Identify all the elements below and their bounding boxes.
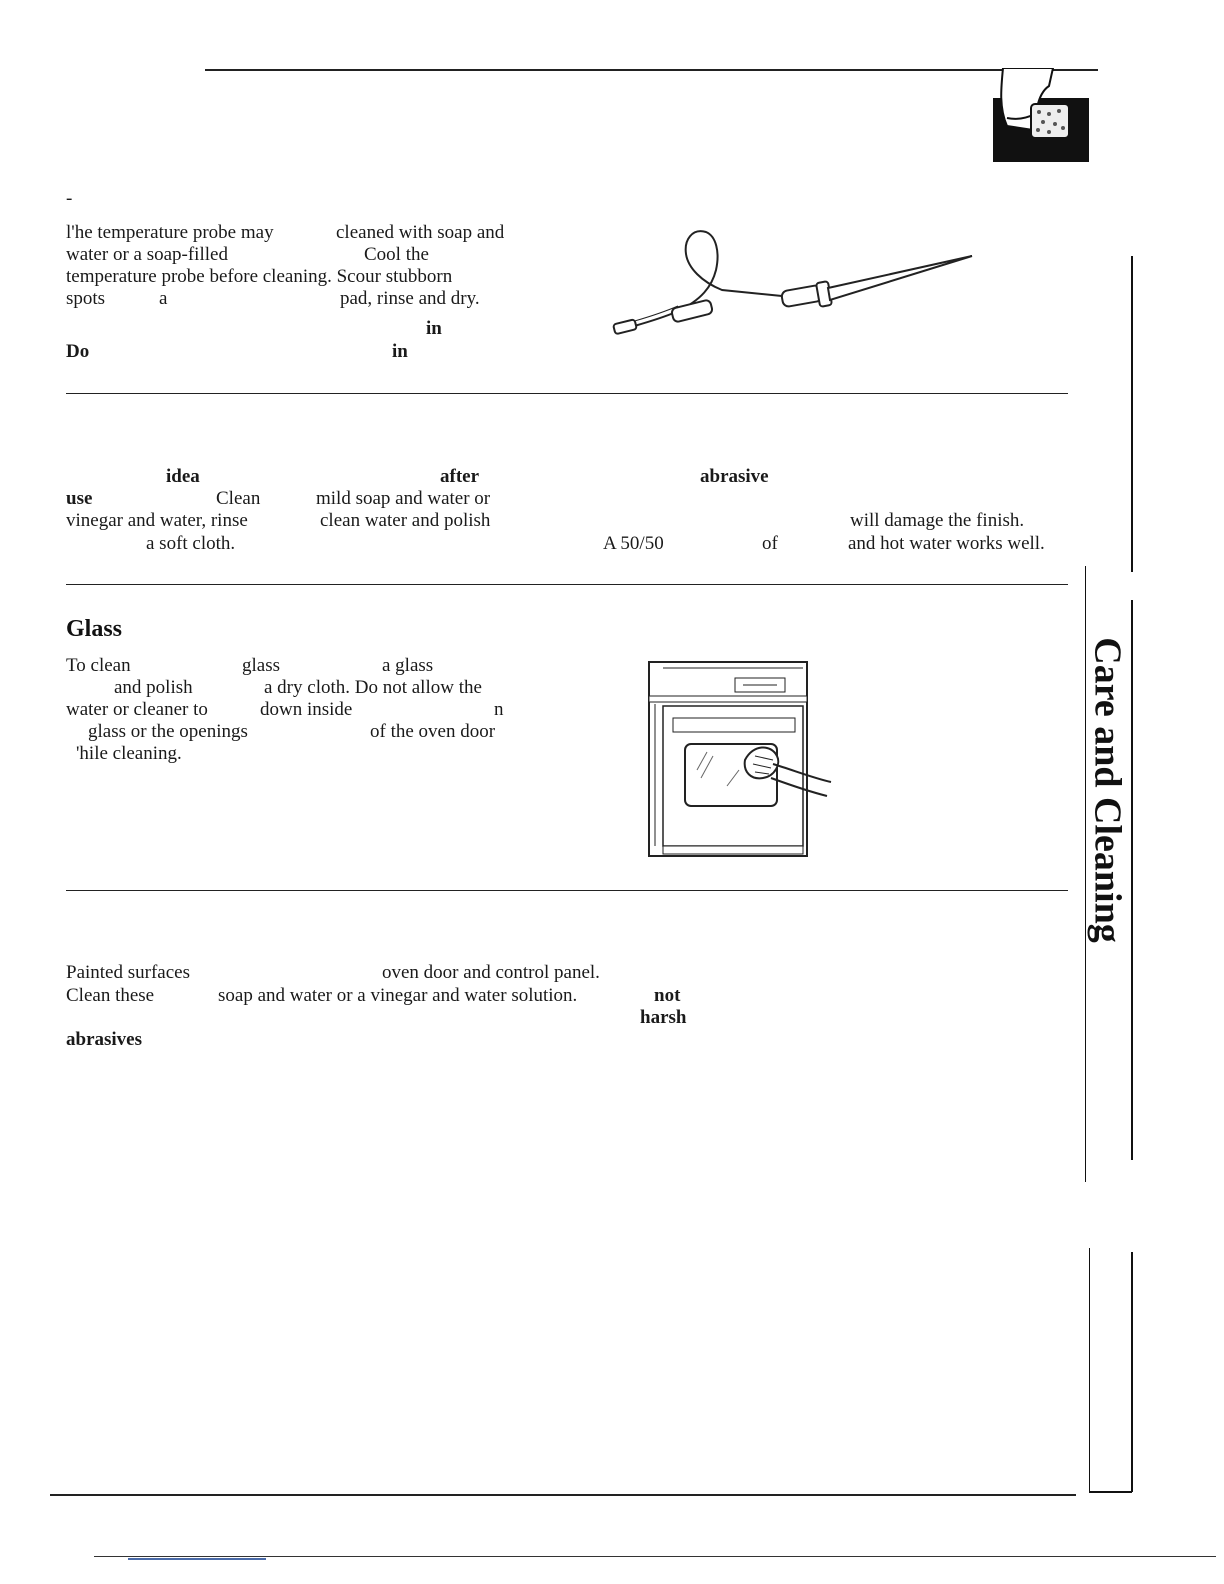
trim-text: and hot water works well.	[848, 533, 1045, 554]
painted-text: Painted surfaces	[66, 962, 190, 983]
section-divider	[66, 584, 1068, 585]
painted-text-bold: harsh	[640, 1007, 687, 1028]
trim-text: clean water and polish	[320, 510, 491, 531]
footer-accent-rule	[128, 1558, 266, 1560]
glass-text: down inside	[260, 699, 353, 720]
painted-text-bold: not	[654, 985, 681, 1006]
probe-text: pad, rinse and dry.	[340, 288, 480, 309]
side-tab-border	[1089, 1248, 1090, 1492]
trim-text: a soft cloth.	[146, 533, 236, 554]
oven-door-cleaning-icon	[643, 660, 833, 862]
probe-text-bold: in	[426, 318, 442, 339]
painted-text: Clean these	[66, 985, 155, 1006]
probe-text: water or a soap-filled	[66, 244, 228, 265]
glass-text: n	[494, 699, 504, 720]
painted-text-bold: abrasives	[66, 1029, 142, 1050]
probe-text: Cool the	[364, 244, 429, 265]
trim-text: mild soap and water or	[316, 488, 491, 509]
glass-text: and polish	[114, 677, 193, 698]
painted-text: oven door and control panel.	[382, 962, 600, 983]
side-tab-border	[1131, 256, 1133, 572]
glass-text: glass	[242, 655, 280, 676]
trim-text-bold: idea	[166, 466, 200, 487]
probe-text: cleaned with soap and	[336, 222, 505, 243]
trim-text: of	[762, 533, 778, 554]
section-divider	[66, 890, 1068, 891]
probe-text: spots	[66, 288, 106, 309]
glass-text: 'hile cleaning.	[76, 743, 182, 764]
bottom-rule	[50, 1494, 1076, 1496]
glass-text: To clean	[66, 655, 131, 676]
trim-text: vinegar and water, rinse	[66, 510, 248, 531]
top-rule	[205, 69, 1098, 71]
probe-text: temperature probe before cleaning. Scour stubborn	[66, 266, 453, 287]
temperature-probe-icon	[612, 226, 982, 350]
trim-text: will damage the finish.	[850, 510, 1025, 531]
hand-with-sponge-icon	[993, 68, 1089, 162]
footer-rule	[94, 1556, 1216, 1557]
trim-text-bold: after	[440, 466, 480, 487]
trim-text-bold: use	[66, 488, 93, 509]
trim-text: A 50/50	[603, 533, 664, 554]
section-divider	[66, 393, 1068, 394]
side-tab-border	[1089, 1491, 1132, 1493]
probe-text-bold: in	[392, 341, 408, 362]
care-and-cleaning-tab[interactable]	[1078, 637, 1138, 943]
trim-text: Clean	[216, 488, 261, 509]
trim-text-bold: abrasive	[700, 466, 769, 487]
glass-text: glass or the openings	[88, 721, 248, 742]
painted-text: soap and water or a vinegar and water solution.	[218, 985, 578, 1006]
side-tab-label: Care and Cleaning	[1087, 637, 1130, 943]
probe-text: l'he temperature probe may	[66, 222, 274, 243]
glass-text: of the oven door	[370, 721, 496, 742]
side-tab-border	[1131, 1252, 1133, 1492]
glass-text: a dry cloth. Do not allow the	[264, 677, 482, 698]
glass-text: a glass	[382, 655, 434, 676]
probe-text: a	[159, 288, 168, 309]
probe-dash: -	[66, 188, 73, 209]
glass-text: water or cleaner to	[66, 699, 208, 720]
probe-text-bold: Do	[66, 341, 90, 362]
glass-heading: Glass	[66, 616, 123, 642]
